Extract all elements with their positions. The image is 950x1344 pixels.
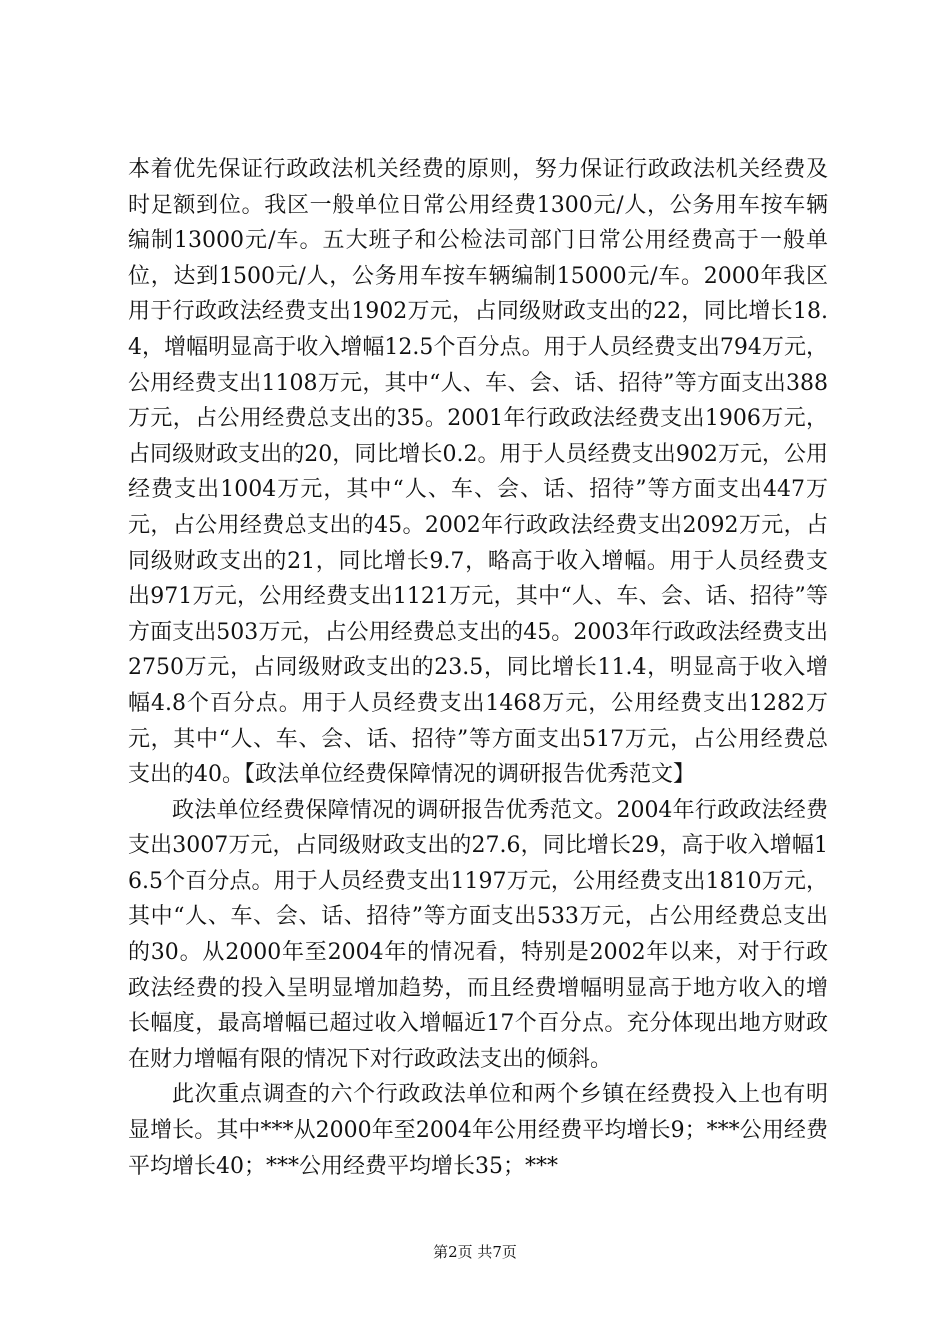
document-body — [128, 152, 828, 1184]
page-number-footer: 第2页 共7页 — [433, 1243, 517, 1261]
paragraph-funding-2004: 政法单位经费保障情况的调研报告优秀范文。2004年行政政法经费支出3007万元，占同级财政支出的27.6，同比增长29，高于收入增幅16.5个百分点。用于人员经费支出1197万元，公用经费支出1810万元，其中“人、车、会、话、招待”等方面支出533万元，占公用经费总支出的30。从2000年至2004年的情况看，特别是2002年以来，对于行政政法经费的投入呈明显增加趋势，而且经费增幅明显高于地方收入的增长幅度，最高增幅已超过收入增幅近17个百分点。充分体现出地方财政在财力增幅有限的情况下对行政政法支出的倾斜。 — [128, 797, 828, 1072]
paragraph-funding-2000-2003: 本着优先保证行政政法机关经费的原则，努力保证行政政法机关经费及时足额到位。我区一般单位日常公用经费1300元/人，公务用车按车辆编制13000元/车。五大班子和公检法司部门日常公用经费高于一般单位，达到1500元/人，公务用车按车辆编制15000元/车。2000年我区用于行政政法经费支出1902万元，占同级财政支出的22，同比增长18.4，增幅明显高于收入增幅12.5个百分点。用于人员经费支出794万元，公用经费支出1108万元，其中“人、车、会、话、招待”等方面支出388万元，占公用经费总支出的35。2001年行政政法经费支出1906万元，占同级财政支出的20，同比增长0.2。用于人员经费支出902万元，公用经费支出1004万元，其中“人、车、会、话、招待”等方面支出447万元，占公用经费总支出的45。2002年行政政法经费支出2092万元，占同级财政支出的21，同比增长9.7，略高于收入增幅。用于人员经费支出971万元，公用经费支出1121万元，其中“人、车、会、话、招待”等方面支出503万元，占公用经费总支出的45。2003年行政政法经费支出2750万元，占同级财政支出的23.5，同比增长11.4，明显高于收入增幅4.8个百分点。用于人员经费支出1468万元，公用经费支出1282万元，其中“人、车、会、话、招待”等方面支出517万元，占公用经费总支出的40。【政法单位经费保障情况的调研报告优秀范文】 — [128, 157, 828, 788]
paragraph-survey-units: 此次重点调查的六个行政政法单位和两个乡镇在经费投入上也有明显增长。其中***从2000年至2004年公用经费平均增长9；***公用经费平均增长40；***公用经费平均增长35；*** — [128, 1082, 828, 1179]
